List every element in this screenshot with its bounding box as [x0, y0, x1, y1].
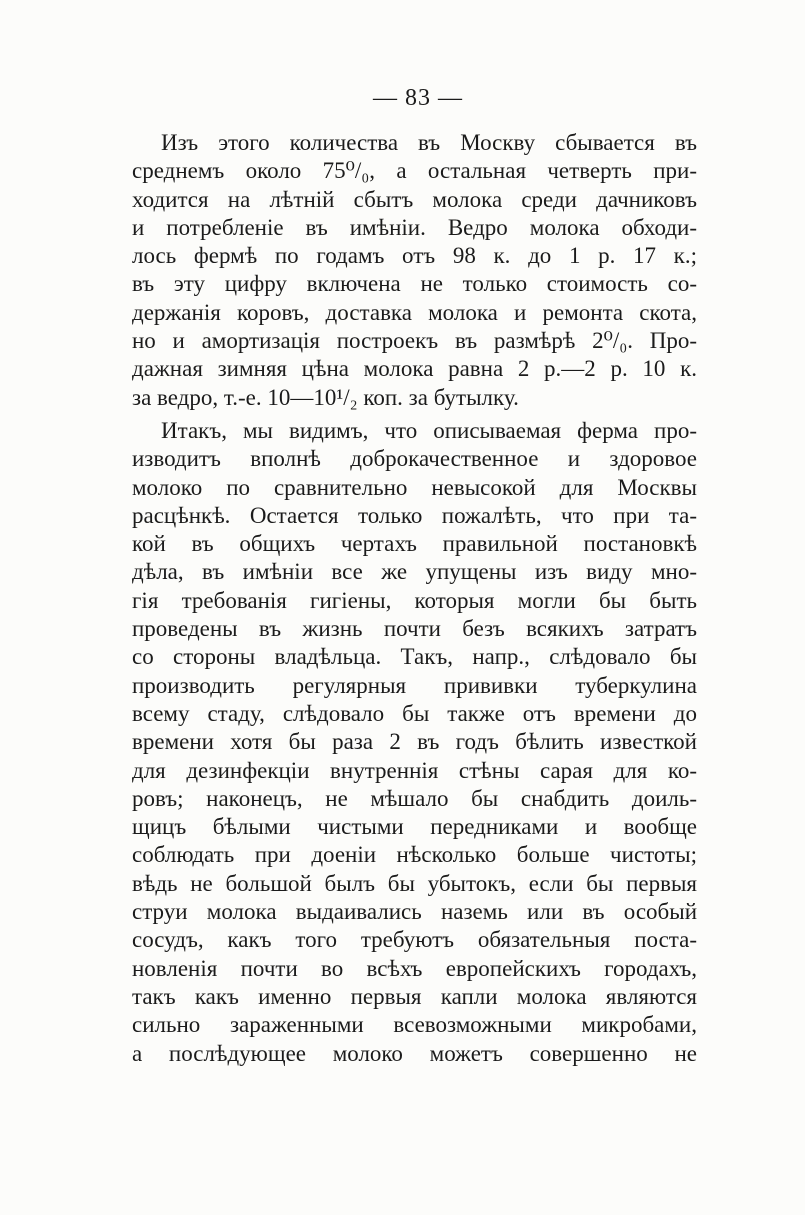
- text-line: ровъ; наконецъ, не мѣшало бы снабдить доиль-: [132, 785, 697, 811]
- text-line: и потребленіе въ имѣніи. Ведро молока обходи-: [132, 214, 697, 240]
- text-line: сильно зараженными всевозможными микробами,: [132, 1012, 697, 1038]
- text-line: проведены въ жизнь почти безъ всякихъ затратъ: [132, 616, 697, 642]
- text-line: а послѣдующее молоко можетъ совершенно не: [132, 1040, 697, 1066]
- text-line: вѣдь не большой былъ бы убытокъ, если бы первыя: [132, 870, 697, 896]
- text-line: такъ какъ именно первыя капли молока являются: [132, 983, 697, 1009]
- text-line: но и амортизація построекъ въ размѣрѣ 2⁰/₀. Про-: [132, 328, 697, 354]
- text-line: лось фермѣ по годамъ отъ 98 к. до 1 р. 17 к.;: [132, 243, 697, 269]
- text-line: въ эту цифру включена не только стоимость со-: [132, 271, 697, 297]
- text-line: производить регулярныя прививки туберкулина: [132, 672, 697, 698]
- text-line: Итакъ, мы видимъ, что описываемая ферма про-: [161, 417, 697, 443]
- text-line: кой въ общихъ чертахъ правильной постановкѣ: [132, 531, 697, 557]
- text-line: расцѣнкѣ. Остается только пожалѣть, что при та-: [132, 502, 697, 528]
- text-line: сосудъ, какъ того требуютъ обязательныя поста-: [132, 927, 697, 953]
- text-line: для дезинфекціи внутреннія стѣны сарая для ко-: [132, 757, 697, 783]
- text-line: дѣла, въ имѣніи все же упущены изъ виду мно-: [132, 559, 697, 585]
- text-line: струи молока выдаивались наземь или въ особый: [132, 899, 697, 925]
- text-line: Изъ этого количества въ Москву сбывается въ: [161, 130, 697, 155]
- page-number: — 83 —: [373, 85, 463, 111]
- text-line: времени хотя бы раза 2 въ годъ бѣлить известкой: [132, 729, 697, 755]
- text-line: щицъ бѣлыми чистыми передниками и вообще: [132, 814, 697, 840]
- paragraph: [132, 417, 697, 1068]
- text-line: среднемъ около 75⁰/₀, а остальная четверть при-: [132, 158, 697, 184]
- paragraph: [132, 129, 697, 412]
- text-line: всему стаду, слѣдовало бы также отъ времени до: [132, 700, 697, 726]
- text-line: со стороны владѣльца. Такъ, напр., слѣдовало бы: [132, 644, 697, 670]
- text-line: дажная зимняя цѣна молока равна 2 р.—2 р. 10 к.: [132, 356, 697, 382]
- text-line: ходится на лѣтній сбытъ молока среди дачниковъ: [132, 186, 697, 212]
- text-line: держанія коровъ, доставка молока и ремонта скота,: [132, 299, 697, 325]
- text-line: соблюдать при доеніи нѣсколько больше чистоты;: [132, 842, 697, 868]
- text-line: молоко по сравнительно невысокой для Москвы: [132, 474, 697, 500]
- text-line: новленія почти во всѣхъ европейскихъ городахъ,: [132, 955, 697, 981]
- body-text: [132, 129, 697, 1068]
- text-line: гія требованія гигіены, которыя могли бы быть: [132, 587, 697, 613]
- text-line: изводитъ вполнѣ доброкачественное и здоровое: [132, 446, 697, 472]
- text-line: за ведро, т.-е. 10—10¹/₂ коп. за бутылку.: [132, 384, 519, 410]
